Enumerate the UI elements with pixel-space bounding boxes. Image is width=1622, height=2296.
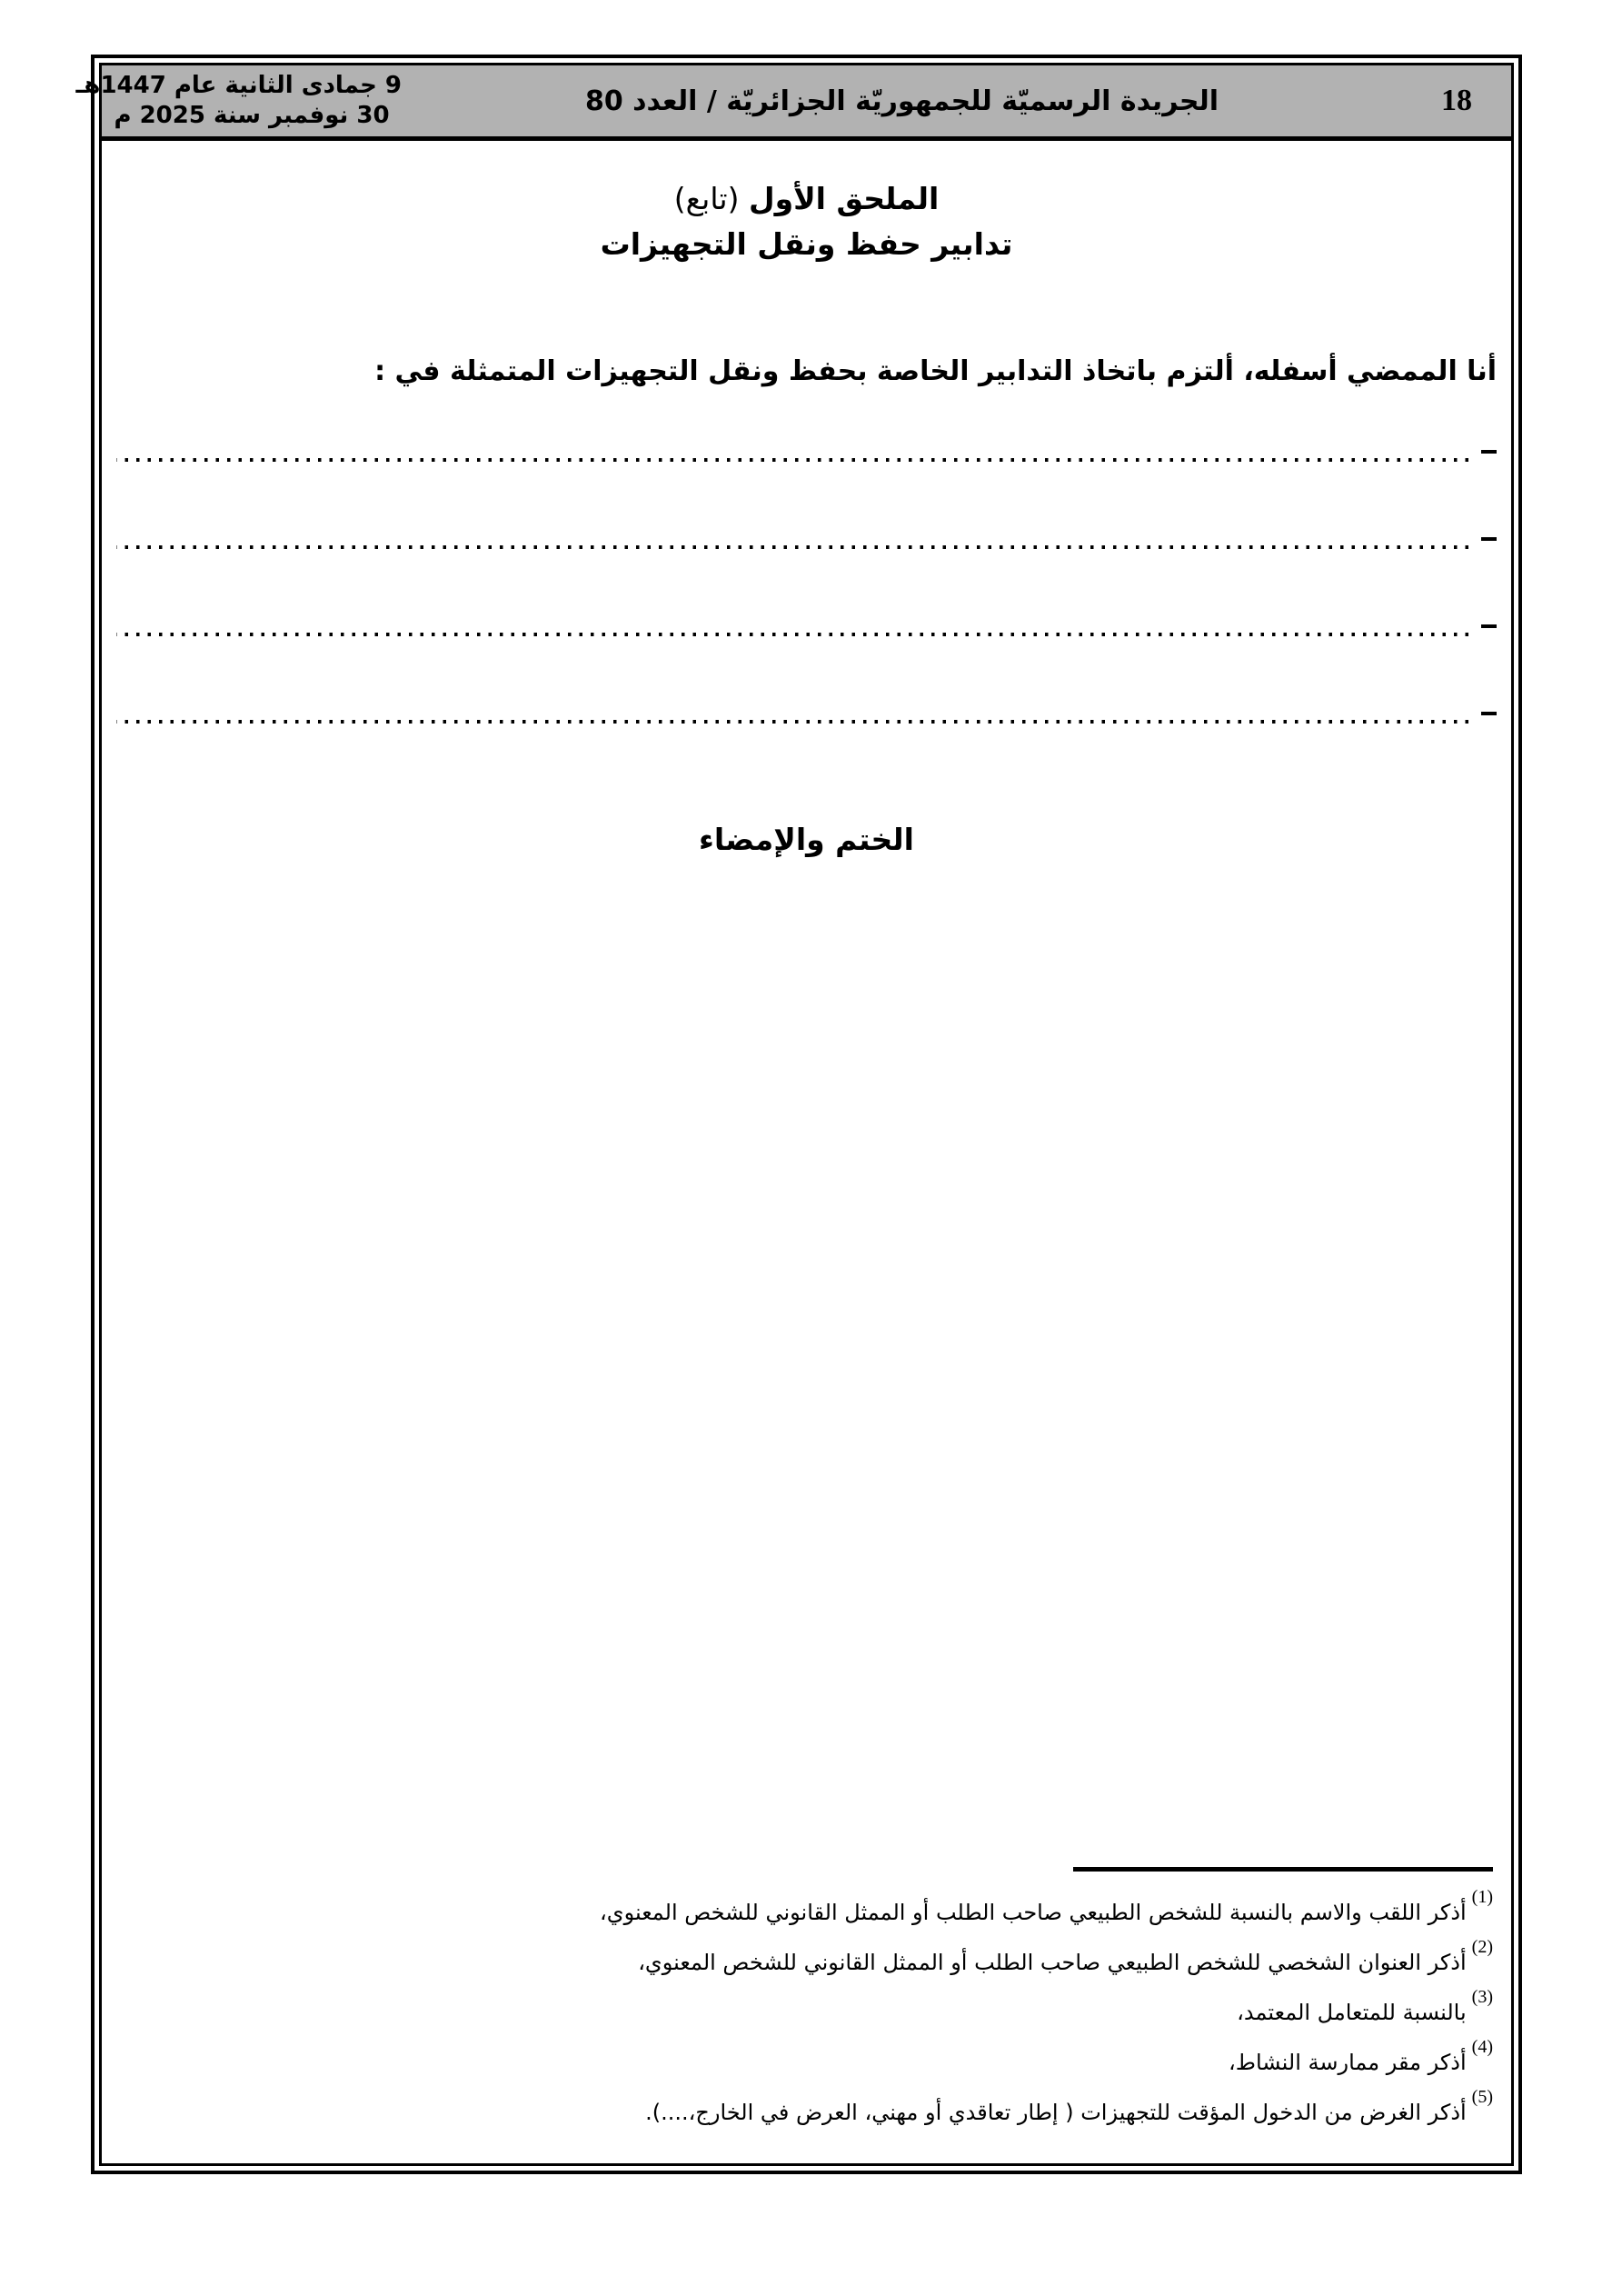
footnote-3-text: بالنسبة للمتعامل المعتمد،: [1237, 2000, 1467, 2025]
page-frame: [75, 55, 1522, 2174]
hijri-date: 9 جمادى الثانية عام 1447هـ: [75, 72, 402, 99]
footnote-4-number: (4): [1471, 2037, 1493, 2057]
annex-title: [116, 179, 1497, 219]
footnote-4-text: أذكر مقر ممارسة النشاط،: [1229, 2050, 1467, 2075]
footnote-5-text: أذكر الغرض من الدخول المؤقت للتجهيزات ( إطار تعاقدي أو مهني، العرض في الخارج،....).: [645, 2100, 1467, 2125]
gregorian-date: 30 نوفمبر سنة 2025 م: [114, 102, 390, 129]
line-start-dash-icon: [1481, 450, 1497, 454]
dotted-fill-rule: [116, 458, 1468, 462]
blank-fill-line-2: [116, 537, 1497, 549]
page-frame-inner: [75, 63, 1514, 2166]
footnotes-section: [120, 1867, 1493, 2134]
footnote-2: [120, 1934, 1493, 1984]
annex-title-suffix: (تابع): [673, 181, 740, 216]
gazette-title: الجريدة الرسميّة للجمهوريّة الجزائريّة / العدد 80: [584, 85, 1219, 117]
blank-fill-line-1: [116, 450, 1497, 462]
footnote-3-number: (3): [1471, 1987, 1493, 2007]
line-start-dash-icon: [1481, 537, 1497, 541]
footnote-1-text: أذكر اللقب والاسم بالنسبة للشخص الطبيعي صاحب الطلب أو الممثل القانوني للشخص المعنوي،: [600, 1900, 1467, 1925]
page-header: [75, 65, 1511, 141]
footnote-4: [120, 2034, 1493, 2084]
document-body: [102, 141, 1511, 2163]
header-date-block: [75, 71, 402, 131]
footnote-2-text: أذكر العنوان الشخصي للشخص الطبيعي صاحب الطلب أو الممثل القانوني للشخص المعنوي،: [638, 1950, 1467, 1975]
footnote-1-number: (1): [1471, 1887, 1493, 1907]
line-start-dash-icon: [1481, 712, 1497, 715]
dotted-fill-rule: [116, 545, 1468, 549]
annex-title-main: الملحق الأول: [748, 181, 940, 216]
footnote-1: [120, 1884, 1493, 1934]
blank-fill-line-3: [116, 624, 1497, 636]
dotted-fill-rule: [116, 720, 1468, 724]
page-number: 18: [1441, 84, 1472, 117]
footnote-5: [120, 2084, 1493, 2134]
footnote-3: [120, 1984, 1493, 2034]
footnote-2-number: (2): [1471, 1937, 1493, 1957]
footnote-separator-rule: [1073, 1867, 1493, 1872]
annex-subtitle: تدابير حفظ ونقل التجهيزات: [600, 226, 1013, 262]
dotted-fill-rule: [116, 633, 1468, 636]
blank-fill-line-4: [116, 712, 1497, 724]
commitment-intro-text: أنا الممضي أسفله، ألتزم باتخاذ التدابير الخاصة بحفظ ونقل التجهيزات المتمثلة في :: [374, 355, 1497, 387]
line-start-dash-icon: [1481, 624, 1497, 628]
footnote-5-number: (5): [1471, 2087, 1493, 2107]
stamp-and-signature-label: الختم والإمضاء: [699, 822, 914, 857]
